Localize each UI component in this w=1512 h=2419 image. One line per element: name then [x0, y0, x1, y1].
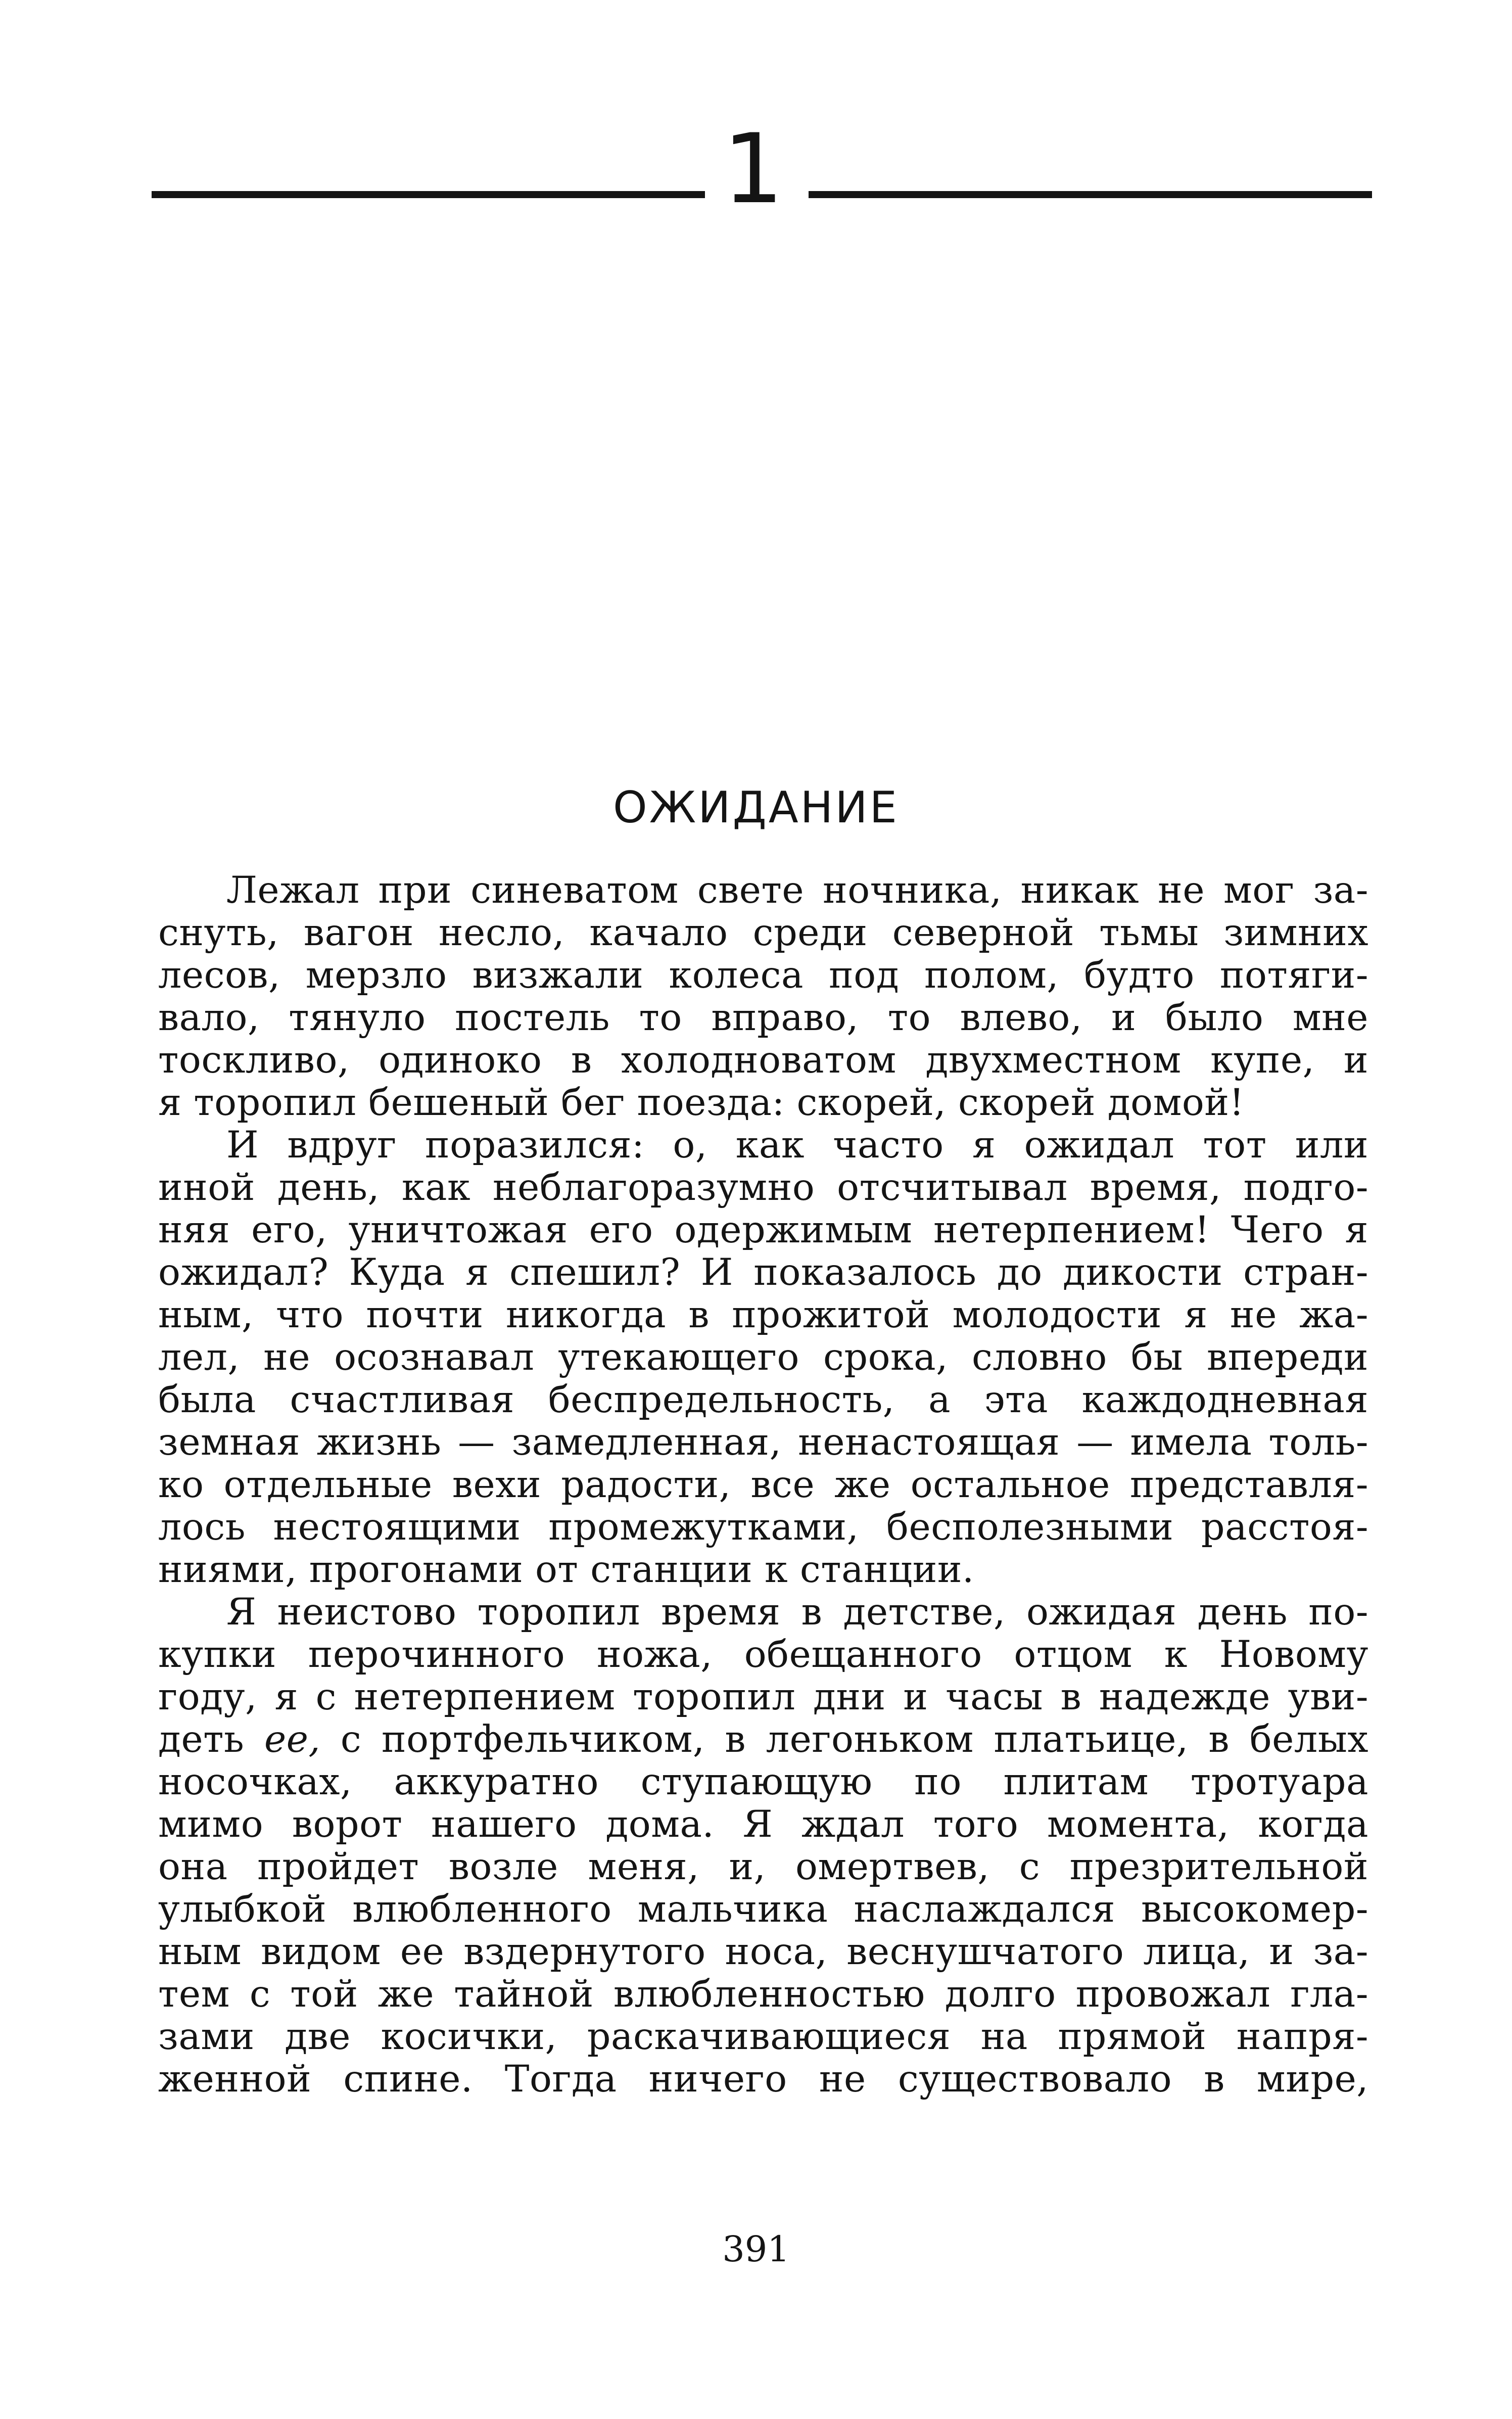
- body-text: [158, 869, 1368, 2101]
- text-line: году, я с нетерпением торопил дни и часы в надежде уви-: [158, 1676, 1368, 1718]
- chapter-rule-right: [809, 191, 1372, 198]
- text-line: ожидал? Куда я спешил? И показалось до дикости стран-: [158, 1251, 1368, 1294]
- text-line: лесов, мерзло визжали колеса под полом, будто потяги-: [158, 954, 1368, 997]
- chapter-number: 1: [723, 113, 784, 225]
- text-line: вало, тянуло постель то вправо, то влево, и было мне: [158, 996, 1368, 1039]
- text-line: ным видом ее вздернутого носа, веснушчатого лица, и за-: [158, 1930, 1368, 1973]
- text-line: няя его, уничтожая его одержимым нетерпением! Чего я: [158, 1208, 1368, 1251]
- page-number: 391: [722, 2228, 790, 2270]
- text-line: Лежал при синеватом свете ночника, никак не мог за-: [226, 869, 1368, 912]
- text-segment: деть: [158, 1718, 265, 1761]
- text-line: ниями, прогонами от станции к станции.: [158, 1548, 974, 1591]
- text-line: тем с той же тайной влюбленностью долго провожал гла-: [158, 1973, 1368, 2016]
- text-line: зами две косички, раскачивающиеся на прямой напря-: [158, 2015, 1368, 2058]
- text-line: она пройдет возле меня, и, омертвев, с презрительной: [158, 1845, 1368, 1888]
- chapter-title: ОЖИДАНИЕ: [612, 782, 899, 833]
- chapter-rule-left: [152, 191, 705, 198]
- text-line: [158, 1718, 1368, 1761]
- text-segment: с портфельчиком, в легоньком платьице, в белых: [320, 1718, 1369, 1761]
- text-line: была счастливая беспредельность, а эта каждодневная: [158, 1378, 1368, 1421]
- text-line: носочках, аккуратно ступающую по плитам тротуара: [158, 1760, 1368, 1803]
- text-line: ко отдельные вехи радости, все же остальное представля-: [158, 1463, 1368, 1506]
- text-line: тоскливо, одиноко в холодноватом двухместном купе, и: [158, 1039, 1368, 1082]
- text-line: мимо ворот нашего дома. Я ждал того момента, когда: [158, 1803, 1368, 1846]
- text-line: снуть, вагон несло, качало среди северной тьмы зимних: [158, 911, 1368, 954]
- text-line: земная жизнь — замедленная, ненастоящая — имела толь-: [158, 1421, 1368, 1464]
- text-line: я торопил бешеный бег поезда: скорей, скорей домой!: [158, 1081, 1245, 1124]
- text-line: И вдруг поразился: о, как часто я ожидал тот или: [226, 1124, 1368, 1167]
- text-line: лось нестоящими промежутками, бесполезными расстоя-: [158, 1506, 1368, 1549]
- text-line: купки перочинного ножа, обещанного отцом к Новому: [158, 1633, 1368, 1676]
- text-line: ным, что почти никогда в прожитой молодости я не жа-: [158, 1293, 1368, 1336]
- emphasis: ее,: [264, 1718, 321, 1761]
- text-line: улыбкой влюбленного мальчика наслаждался высокомер-: [158, 1888, 1368, 1931]
- text-line: женной спине. Тогда ничего не существовало в мире,: [158, 2058, 1368, 2101]
- text-line: иной день, как неблагоразумно отсчитывал время, подго-: [158, 1166, 1368, 1209]
- text-line: Я неистово торопил время в детстве, ожидая день по-: [226, 1591, 1368, 1634]
- text-line: лел, не осознавал утекающего срока, словно бы впереди: [158, 1336, 1368, 1379]
